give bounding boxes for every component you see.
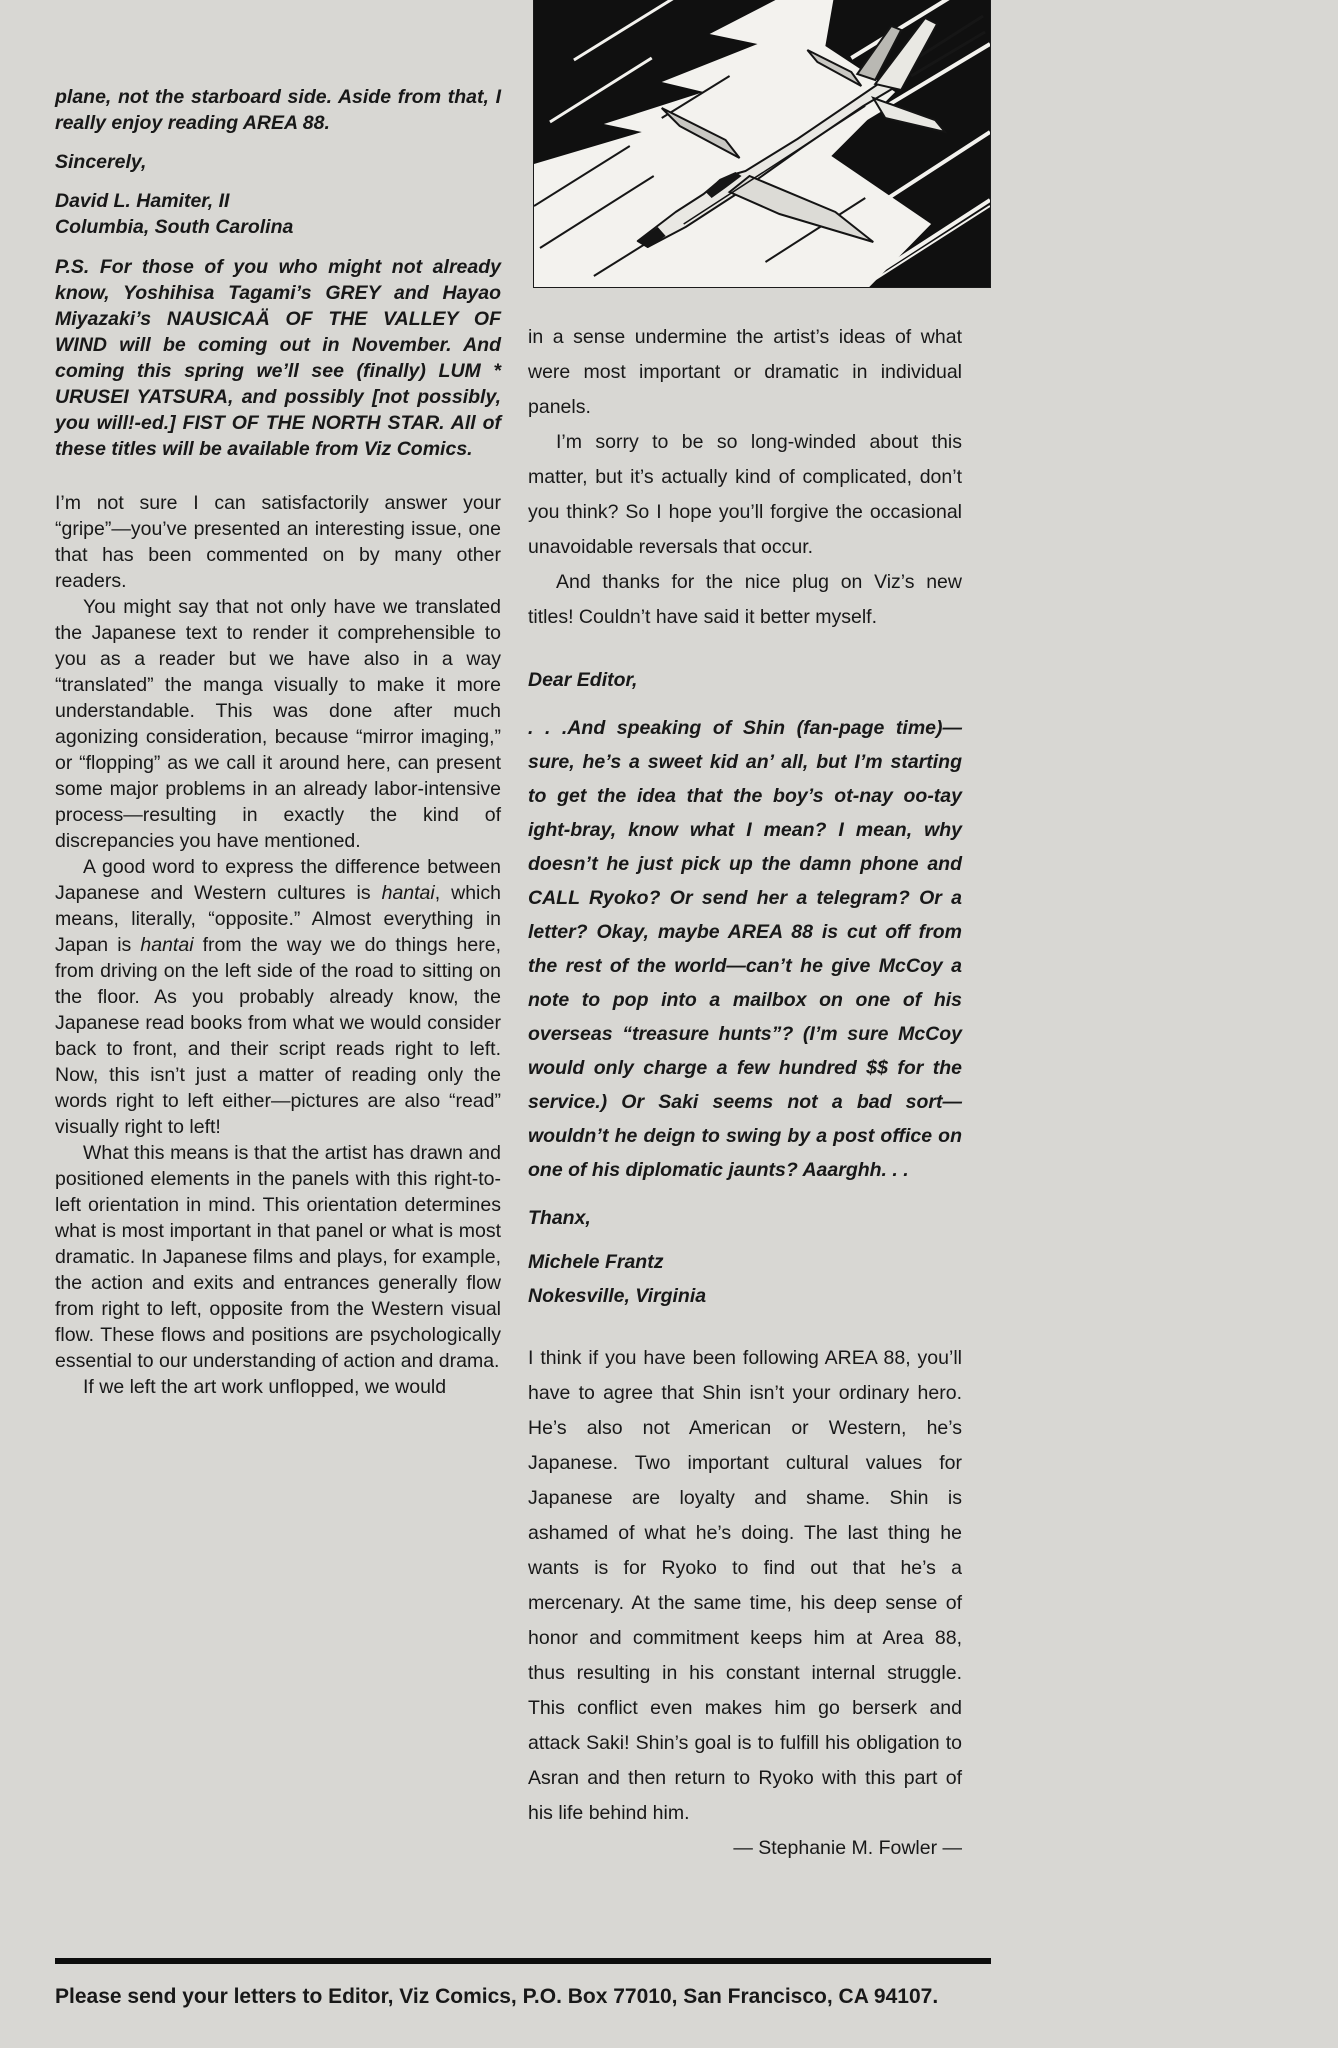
editor-response-paragraph: I’m not sure I can satisfactorily answer your “gripe”—you’ve presented an interesting issue, one that has been commented on by many other readers. bbox=[55, 492, 501, 592]
letter-hamiter-continuation: plane, not the starboard side. Aside from that, I really enjoy reading AREA 88. bbox=[55, 86, 501, 134]
footer-divider-rule bbox=[55, 1958, 991, 1964]
editor-response-paragraph: If we left the art work unflopped, we would bbox=[83, 1376, 447, 1398]
letter-author-name: Michele Frantz bbox=[528, 1251, 664, 1273]
letter-hamiter-closing: Sincerely, bbox=[55, 151, 147, 173]
comic-art-panel bbox=[533, 0, 991, 288]
editor-response-paragraph: What this means is that the artist has drawn and positioned elements in the panels with this right-to-left orientation in mind. This orientation determines what is most important in that panel or what is most dramatic. In Japanese films and plays, for example, the action and exits and entrances generally flow from right to left, opposite from the Western visual flow. These flows and positions are psychologically essential to our understanding of action and drama. bbox=[55, 1142, 501, 1372]
letter-frantz-closing: Thanx, bbox=[528, 1207, 591, 1229]
fighter-jet-illustration bbox=[534, 0, 990, 287]
letter-author-location: Nokesville, Virginia bbox=[528, 1285, 707, 1307]
letter-author-name: David L. Hamiter, II bbox=[55, 190, 230, 212]
editor-response-paragraph: A good word to express the difference between Japanese and Western cultures is hantai, which means, literally, “opposite.” Almost everything in Japan is hantai from the way we do things here, from driving on the left side of the road to sitting on the floor. As you probably already know, the Japanese read books from what we would consider back to front, and their script reads right to left. Now, this isn’t just a matter of reading only the words right to left either—pictures are also “read” visually right to left! bbox=[55, 856, 501, 1138]
editor-response-paragraph: You might say that not only have we translated the Japanese text to render it comprehensible to you as a reader but we have also in a way “translated” the manga visually to make it more understandable. This was done after much agonizing consideration, because “mirror imaging,” or “flopping” as we call it around here, can present some major problems in an already labor-intensive process—resulting in exactly the kind of discrepancies you have mentioned. bbox=[55, 596, 501, 852]
editor-signature: — Stephanie M. Fowler — bbox=[733, 1837, 962, 1859]
letter-frantz-signature bbox=[528, 1245, 962, 1313]
editor-response-paragraph: And thanks for the nice plug on Viz’s new titles! Couldn’t have said it better myself. bbox=[528, 571, 962, 628]
editor-response-paragraph: I think if you have been following AREA 88, you’ll have to agree that Shin isn’t your ordinary hero. He’s also not American or Western, he’s Japanese. Two important cultural values for Japanese are loyalty and shame. Shin is ashamed of what he’s doing. The last thing he wants is for Ryoko to find out that he’s a mercenary. At the same time, his deep sense of honor and commitment keeps him at Area 88, thus resulting in his constant internal struggle. This conflict even makes him go berserk and attack Saki! Shin’s goal is to fulfill his obligation to Asran and then return to Ryoko with this part of his life behind him. bbox=[528, 1347, 962, 1824]
editor-response-paragraph: I’m sorry to be so long-winded about this matter, but it’s actually kind of complicated, don’t you think? So I hope you’ll forgive the occasional unavoidable reversals that occur. bbox=[528, 431, 962, 558]
letter-hamiter-signature bbox=[55, 188, 501, 240]
editor-response-paragraph: in a sense undermine the artist’s ideas of what were most important or dramatic in individual panels. bbox=[528, 326, 962, 418]
letter-frantz-salutation: Dear Editor, bbox=[528, 669, 638, 691]
letter-author-location: Columbia, South Carolina bbox=[55, 216, 294, 238]
left-column bbox=[55, 84, 501, 1400]
right-column bbox=[528, 320, 962, 1866]
letter-frantz-body: . . .And speaking of Shin (fan-page time)—sure, he’s a sweet kid an’ all, but I’m starting to get the idea that the boy’s ot-nay oo-tay ight-bray, know what I mean? I mean, why doesn’t he just pick up the damn phone and CALL Ryoko? Or send her a telegram? Or a letter? Okay, maybe AREA 88 is cut off from the rest of the world—can’t he give McCoy a note to pop into a mailbox on one of his overseas “treasure hunts”? (I’m sure McCoy would only charge a few hundred $$ for the service.) Or Saki seems not a bad sort—wouldn’t he deign to swing by a post office on one of his diplomatic jaunts? Aaarghh. . . bbox=[528, 717, 962, 1181]
letter-hamiter-postscript: P.S. For those of you who might not already know, Yoshihisa Tagami’s GREY and Hayao Miyazaki’s NAUSICAÄ OF THE VALLEY OF WIND will be coming out in November. And coming this spring we’ll see (finally) LUM * URUSEI YATSURA, and possibly [not possibly, you will!-ed.] FIST OF THE NORTH STAR. All of these titles will be available from Viz Comics. bbox=[55, 256, 501, 460]
footer-address: Please send your letters to Editor, Viz Comics, P.O. Box 77010, San Francisco, CA 94107. bbox=[55, 1985, 939, 2008]
